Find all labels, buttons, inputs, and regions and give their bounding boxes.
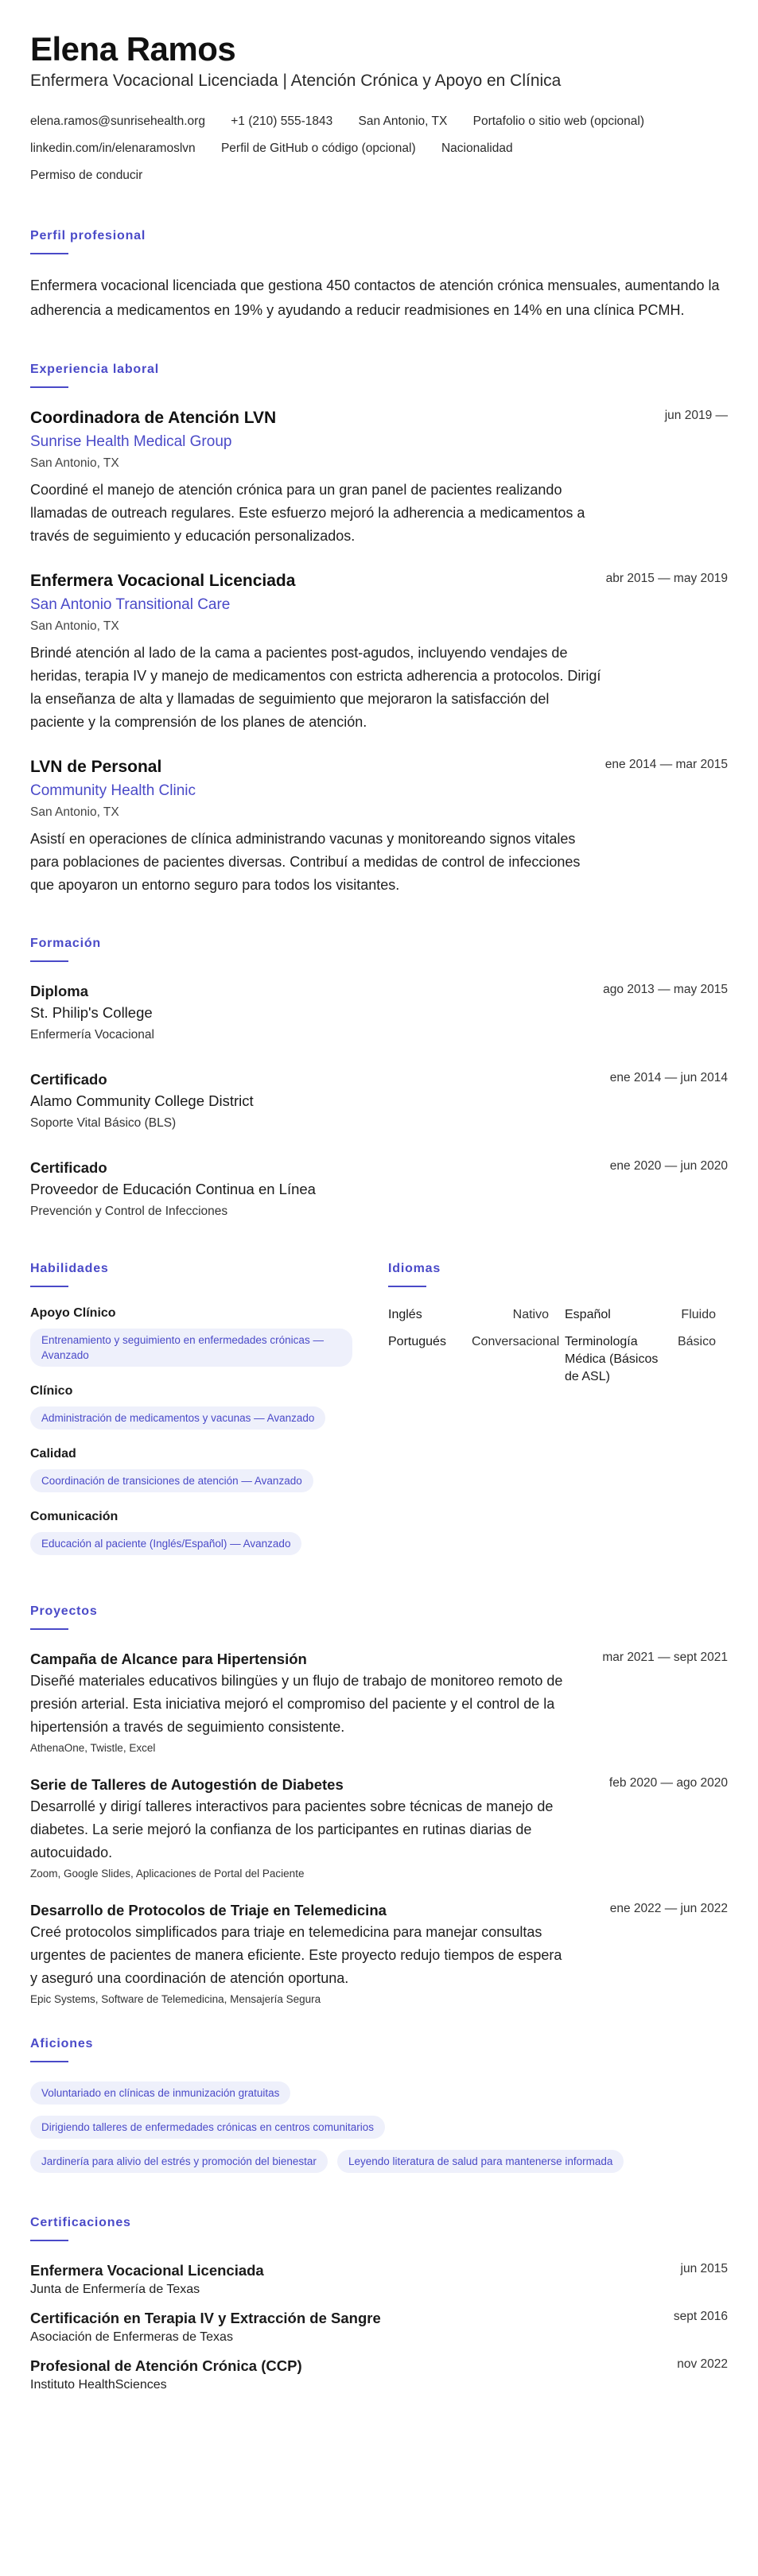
- skill-pill: Entrenamiento y seguimiento en enfermedades crónicas — Avanzado: [30, 1329, 352, 1367]
- section-title: Idiomas: [388, 1262, 441, 1275]
- project-entry: [30, 1649, 728, 1754]
- certification-entry: [30, 2356, 728, 2394]
- education-field: Enfermería Vocacional: [30, 1028, 154, 1042]
- section-title: Formación: [30, 937, 101, 950]
- skills-section: [30, 1262, 388, 1573]
- section-divider: [30, 253, 68, 254]
- entry-date: mar 2021 — sept 2021: [602, 1651, 728, 1664]
- section-title: Proyectos: [30, 1604, 98, 1618]
- section-title: Certificaciones: [30, 2216, 131, 2229]
- section-title: Perfil profesional: [30, 229, 146, 242]
- section-title: Experiencia laboral: [30, 363, 159, 376]
- project-description: Creé protocolos simplificados para triaje en telemedicina para manejar consultas urgentes de pacientes de manera eficiente. Este proyecto redujo tiempos de espera y aseguró una coordinación de atención oportuna.: [30, 1924, 562, 1986]
- skill-pill: Educación al paciente (Inglés/Español) — Avanzado: [30, 1532, 301, 1555]
- contact-phone[interactable]: +1 (210) 555-1843: [231, 114, 333, 128]
- project-title: Serie de Talleres de Autogestión de Diabetes: [30, 1776, 344, 1793]
- experience-entry: [30, 570, 728, 734]
- section-divider: [30, 960, 68, 962]
- contact-location: San Antonio, TX: [358, 114, 448, 128]
- education-field: Soporte Vital Básico (BLS): [30, 1116, 177, 1130]
- education-school: St. Philip's College: [30, 1004, 153, 1021]
- certification-entry: [30, 2308, 728, 2346]
- entry-location: San Antonio, TX: [30, 619, 119, 633]
- project-tech: Epic Systems, Software de Telemedicina, Mensajería Segura: [30, 1993, 321, 2005]
- candidate-name: Elena Ramos: [30, 30, 236, 68]
- skill-pill: Administración de medicamentos y vacunas — Avanzado: [30, 1406, 325, 1430]
- contact-github[interactable]: Perfil de GitHub o código (opcional): [220, 142, 416, 155]
- entry-location: San Antonio, TX: [30, 805, 119, 819]
- entry-date: abr 2015 — may 2019: [605, 572, 728, 585]
- entry-role: Coordinadora de Atención LVN: [30, 409, 277, 427]
- hobbies-section: [30, 2037, 728, 2184]
- certification-entry: [30, 2260, 728, 2299]
- entry-date: jun 2019 —: [664, 409, 728, 422]
- entry-date: ene 2020 — jun 2020: [609, 1159, 728, 1173]
- contact-website[interactable]: Portafolio o sitio web (opcional): [472, 114, 644, 128]
- project-title: Desarrollo de Protocolos de Triaje en Telemedicina: [30, 1902, 387, 1918]
- education-entry: [30, 1158, 728, 1222]
- project-description: Diseñé materiales educativos bilingües y un flujo de trabajo de monitoreo remoto de presión arterial. Esta iniciativa mejoró el compromiso del paciente y el control de la hipertensión a través de seguimiento consistente.: [30, 1673, 563, 1735]
- education-school: Alamo Community College District: [30, 1092, 254, 1109]
- skill-name: Calidad: [30, 1447, 76, 1461]
- headline: Enfermera Vocacional Licenciada | Atención Crónica y Apoyo en Clínica: [30, 72, 562, 90]
- contact-linkedin[interactable]: linkedin.com/in/elenaramoslvn: [30, 142, 196, 155]
- skill-group: [30, 1384, 388, 1430]
- hobby-pill: Jardinería para alivio del estrés y promoción del bienestar: [30, 2150, 328, 2173]
- entry-date: ene 2014 — jun 2014: [609, 1071, 728, 1084]
- skill-pill: Coordinación de transiciones de atención — Avanzado: [30, 1469, 313, 1492]
- education-degree: Diploma: [30, 983, 88, 999]
- certification-title: Enfermera Vocacional Licenciada: [30, 2262, 264, 2279]
- entry-description: Coordiné el manejo de atención crónica para un gran panel de pacientes realizando llamadas de outreach regulares. Este esfuerzo mejoró la adherencia a medicamentos a través de seguimiento y educación personalizados.: [30, 482, 585, 544]
- education-field: Prevención y Control de Infecciones: [30, 1205, 228, 1218]
- certification-title: Certificación en Terapia IV y Extracción de Sangre: [30, 2310, 381, 2326]
- languages-grid: [388, 1306, 722, 1386]
- entry-description: Brindé atención al lado de la cama a pacientes post-agudos, incluyendo vendajes de heridas, terapia IV y manejo de medicamentos con estricta adherencia a protocolos. Dirigí la enseñanza de alta y llamadas de seguimiento que mejoraron la satisfacción del paciente y la comprensión de los planes de atención.: [30, 645, 601, 730]
- project-title: Campaña de Alcance para Hipertensión: [30, 1651, 307, 1667]
- entry-role: LVN de Personal: [30, 758, 162, 776]
- section-divider: [30, 386, 68, 388]
- entry-date: ago 2013 — may 2015: [603, 983, 728, 996]
- skill-group: [30, 1510, 388, 1555]
- entry-location: San Antonio, TX: [30, 456, 119, 470]
- skill-name: Apoyo Clínico: [30, 1306, 116, 1320]
- profile-section: [30, 229, 728, 323]
- project-entry: [30, 1900, 728, 2005]
- entry-company: Sunrise Health Medical Group: [30, 433, 232, 450]
- education-section: [30, 937, 728, 1222]
- skill-name: Clínico: [30, 1384, 73, 1398]
- projects-section: [30, 1604, 728, 2005]
- language-level: Básico: [677, 1335, 716, 1348]
- contact-email[interactable]: elena.ramos@sunrisehealth.org: [30, 114, 205, 128]
- language-level: Conversacional: [472, 1335, 560, 1348]
- hobby-pill: Leyendo literatura de salud para mantenerse informada: [337, 2150, 624, 2173]
- project-description: Desarrollé y dirigí talleres interactivos para pacientes sobre técnicas de manejo de diabetes. La serie mejoró la confianza de los participantes en rutinas diarias de autocuidado.: [30, 1798, 554, 1860]
- project-tech: AthenaOne, Twistle, Excel: [30, 1742, 156, 1754]
- entry-date: ene 2022 — jun 2022: [609, 1902, 728, 1915]
- language-level: Fluido: [681, 1308, 716, 1321]
- project-tech: Zoom, Google Slides, Aplicaciones de Portal del Paciente: [30, 1868, 305, 1880]
- section-title: Aficiones: [30, 2037, 94, 2050]
- education-degree: Certificado: [30, 1159, 107, 1176]
- entry-company: San Antonio Transitional Care: [30, 596, 231, 613]
- certifications-section: [30, 2216, 728, 2394]
- contact-license: Permiso de conducir: [30, 169, 143, 182]
- languages-section: [388, 1262, 722, 1573]
- section-divider: [30, 1628, 68, 1630]
- language-level: Nativo: [512, 1308, 549, 1321]
- section-divider: [30, 1286, 68, 1287]
- section-divider: [30, 2240, 68, 2241]
- experience-entry: [30, 407, 728, 548]
- language-name: Portugués: [388, 1335, 446, 1348]
- entry-date: feb 2020 — ago 2020: [608, 1776, 728, 1790]
- project-entry: [30, 1775, 728, 1880]
- certification-issuer: Instituto HealthSciences: [30, 2378, 167, 2392]
- skills-languages-row: [30, 1262, 728, 1573]
- certification-issuer: Asociación de Enfermeras de Texas: [30, 2330, 233, 2344]
- profile-summary: Enfermera vocacional licenciada que gestiona 450 contactos de atención crónica mensuales, aumentando la adherencia a medicamentos en 19% y ayudando a reducir readmisiones en 14% en una clínica PCMH.: [30, 277, 720, 318]
- education-entry: [30, 981, 728, 1046]
- hobby-pill: Dirigiendo talleres de enfermedades crónicas en centros comunitarios: [30, 2116, 385, 2139]
- experience-section: [30, 363, 728, 897]
- contact-list: [30, 108, 728, 189]
- hobby-pill: Voluntariado en clínicas de inmunización gratuitas: [30, 2081, 290, 2105]
- experience-entry: [30, 756, 728, 897]
- entry-date: ene 2014 — mar 2015: [604, 758, 728, 771]
- entry-role: Enfermera Vocacional Licenciada: [30, 572, 296, 590]
- language-name: Terminología Médica (Básicos de ASL): [565, 1335, 659, 1383]
- hobby-list: [30, 2081, 728, 2184]
- skill-group: [30, 1306, 388, 1367]
- section-divider: [30, 2061, 68, 2062]
- section-divider: [388, 1286, 426, 1287]
- language-name: Español: [565, 1308, 611, 1321]
- skill-name: Comunicación: [30, 1510, 119, 1523]
- education-degree: Certificado: [30, 1071, 107, 1088]
- entry-date: sept 2016: [673, 2310, 728, 2323]
- header: [30, 30, 728, 189]
- education-entry: [30, 1069, 728, 1134]
- certification-title: Profesional de Atención Crónica (CCP): [30, 2357, 302, 2374]
- education-school: Proveedor de Educación Continua en Línea: [30, 1181, 316, 1197]
- section-title: Habilidades: [30, 1262, 109, 1275]
- skill-group: [30, 1447, 388, 1492]
- language-name: Inglés: [388, 1308, 422, 1321]
- entry-date: jun 2015: [680, 2262, 728, 2275]
- entry-company: Community Health Clinic: [30, 782, 196, 799]
- certification-issuer: Junta de Enfermería de Texas: [30, 2283, 200, 2296]
- entry-description: Asistí en operaciones de clínica administrando vacunas y monitoreando signos vitales para poblaciones de pacientes diversas. Contribuí a medidas de control de infecciones que apoyaron un entorno seguro para todos los visitantes.: [30, 831, 581, 893]
- contact-nationality: Nacionalidad: [441, 142, 513, 155]
- entry-date: nov 2022: [677, 2357, 728, 2371]
